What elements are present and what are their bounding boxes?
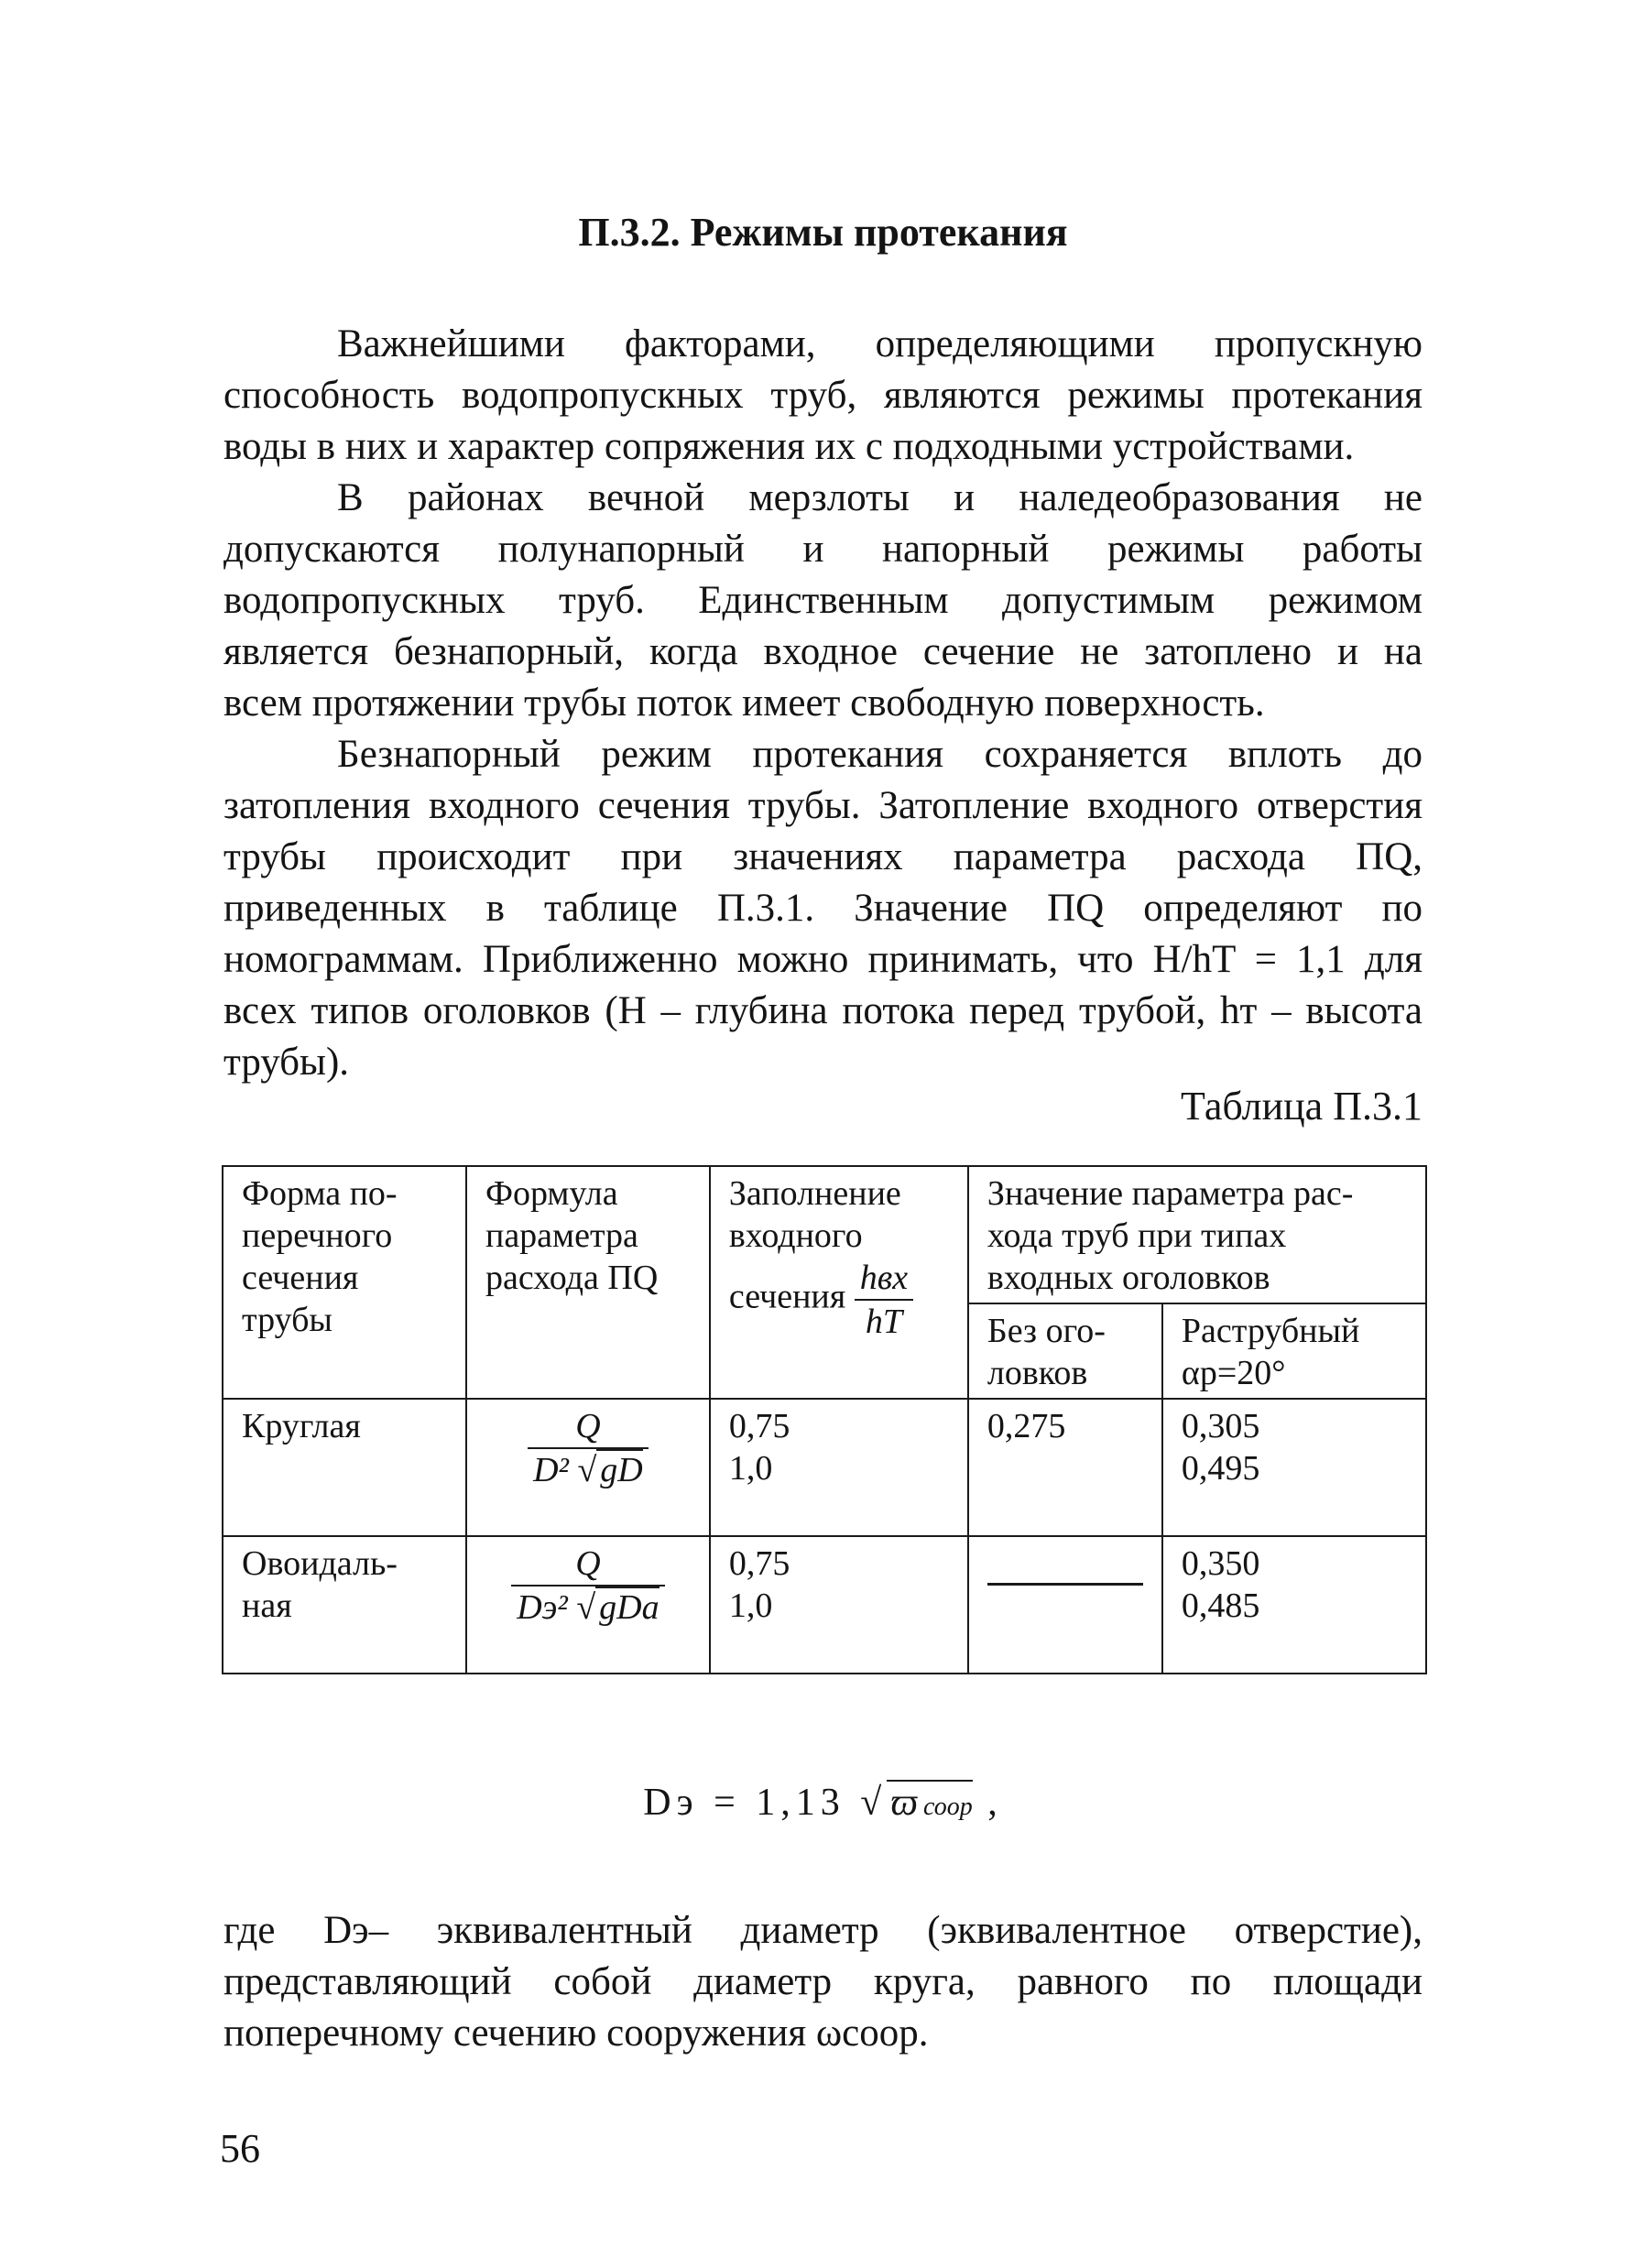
header-shape: Форма по- перечного сечения трубы: [223, 1166, 466, 1399]
cell-formula: [466, 1399, 710, 1536]
cell-shape: Овоидаль- ная: [223, 1536, 466, 1674]
header-fill: Заполнение входного сечения $\frac{\text{hвх}}{hT}$: [710, 1166, 968, 1399]
table-row: [223, 1536, 1426, 1674]
cell-flared: 0,305 0,495: [1162, 1399, 1426, 1536]
header-formula: Формула параметра расхода ПQ: [466, 1166, 710, 1399]
cell-no-head: 0,275: [968, 1399, 1162, 1536]
cell-fill: 0,75 1,0: [710, 1536, 968, 1674]
text-line: где Dэ– эквивалентный диаметр (эквивалентное отверстие),: [223, 1909, 1423, 1952]
table-row: [223, 1399, 1426, 1536]
text-line: приведенных в таблице П.3.1. Значение ПQ определяют по: [223, 887, 1423, 930]
text-line: водопропускных труб. Единственным допустимым режимом: [223, 579, 1423, 622]
text-line: воды в них и характер сопряжения их с подходными устройствами.: [223, 425, 1355, 468]
text-line: всех типов оголовков (H – глубина потока перед трубой, hт – высота: [223, 989, 1423, 1032]
text-line: представляющий собой диаметр круга, равного по площади: [223, 1960, 1423, 2003]
equivalent-diameter-formula: Dэ = 1,13 √ϖсоор ,: [643, 1782, 1003, 1824]
cell-shape: Круглая: [223, 1399, 466, 1536]
text-line: В районах вечной мерзлоты и наледеобразования не: [337, 476, 1423, 519]
header-no-head: Без ого- ловков: [968, 1303, 1162, 1399]
section-heading: П.3.2. Режимы протекания: [578, 210, 1068, 255]
text-line: номограммам. Приближенно можно принимать, что H/hT = 1,1 для: [223, 938, 1423, 981]
paragraph-1: [223, 319, 1423, 473]
page-number: 56: [220, 2126, 260, 2171]
header-value-group: Значение параметра рас- хода труб при типах входных оголовков: [968, 1166, 1426, 1303]
table-caption: Таблица П.3.1: [1181, 1084, 1423, 1129]
table-header-row: [223, 1166, 1426, 1303]
formula-fraction: $\frac{Q}{\text{D² √ gD}}$: [528, 1405, 649, 1491]
fill-fraction: $\frac{\text{hвх}}{hT}$: [855, 1257, 913, 1343]
paragraph-3: [223, 729, 1423, 1088]
paragraph-4: [223, 1905, 1423, 2059]
text-line: трубы происходит при значениях параметра расхода ПQ,: [223, 835, 1423, 878]
header-flared: Раструбный αр=20°: [1162, 1303, 1426, 1399]
text-line: поперечному сечению сооружения ωсоор.: [223, 2012, 929, 2055]
cell-flared: 0,350 0,485: [1162, 1536, 1426, 1674]
text-line: затопления входного сечения трубы. Затопление входного отверстия: [223, 784, 1423, 827]
dash-mark: [987, 1583, 1143, 1586]
formula-fraction: $\frac{Q}{\text{Dэ² √ gDa}}$: [511, 1543, 664, 1629]
text-line: Безнапорный режим протекания сохраняется вплоть до: [337, 733, 1423, 776]
paragraph-2: [223, 473, 1423, 729]
text-line: всем протяжении трубы поток имеет свободную поверхность.: [223, 681, 1265, 725]
text-line: Важнейшими факторами, определяющими пропускную: [337, 322, 1423, 365]
cell-formula: [466, 1536, 710, 1674]
cell-no-head: [968, 1536, 1162, 1674]
text-line: допускаются полунапорный и напорный режимы работы: [223, 528, 1423, 571]
text-line: является безнапорный, когда входное сечение не затоплено и на: [223, 630, 1423, 673]
text-line: способность водопропускных труб, являются режимы протекания: [223, 374, 1423, 417]
flow-parameter-table: [222, 1165, 1427, 1674]
text-line: трубы).: [223, 1041, 350, 1084]
cell-fill: 0,75 1,0: [710, 1399, 968, 1536]
